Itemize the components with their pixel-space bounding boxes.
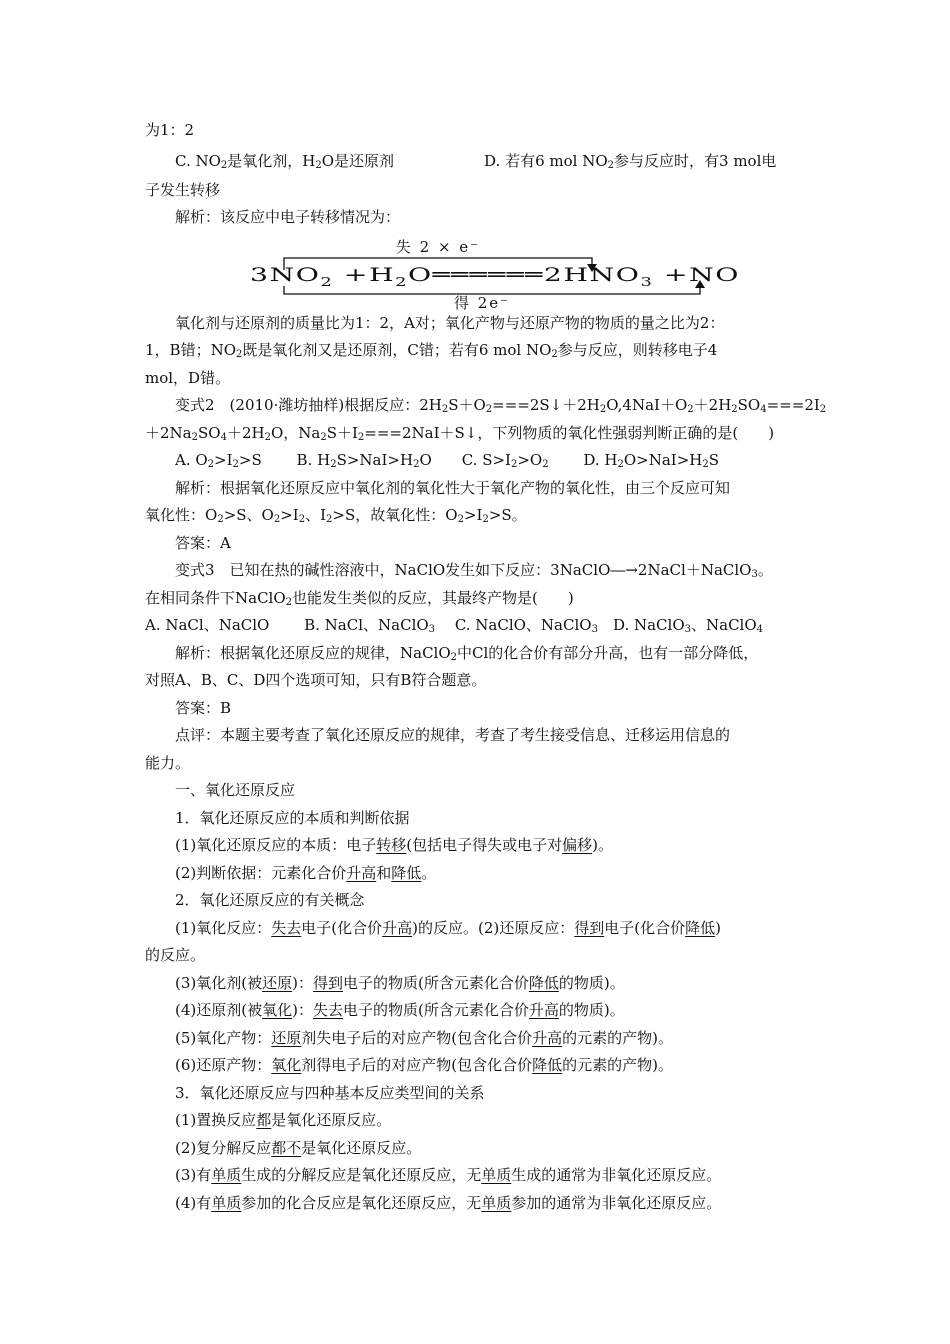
text-segment: (包括电子得失或电子对 [406,836,563,854]
text-segment: C. NaClO、NaClO [435,616,592,634]
text-segment: SO [737,396,761,414]
text-segment: (1)氧化反应： [175,919,272,937]
subscript: 2 [819,404,827,415]
subsection-heading [175,808,810,828]
underlined-term: 单质 [481,1194,512,1212]
underlined-term: 都 [256,1111,272,1129]
equation-term: 2HNO [543,264,609,286]
underlined-term: 偏移 [562,836,593,854]
underlined-term: 氧化 [262,1001,293,1019]
text-line [175,560,810,580]
equation-term: O [408,264,425,286]
text-line [175,207,810,227]
text-segment: 电子(化合价 [301,919,383,937]
subscript: 2 [450,652,458,663]
text-line [145,505,810,525]
text-segment: ===2S↓＋2H [492,396,600,414]
text-line [175,973,810,993]
text-segment: O,4NaI＋O [606,396,688,414]
text-segment: O，Na [270,424,321,442]
text-line [175,863,810,883]
text-segment: )： [292,974,313,992]
subscript: 2 [731,404,738,415]
text-segment: D. H [548,451,618,469]
text-segment: 、NaClO [691,616,757,634]
text-segment: S [708,451,720,469]
subscript: 2 [207,459,215,470]
text-segment: >S，故氧化性：O [332,506,458,524]
equation-diagram [240,232,750,310]
subscript: 2 [315,160,322,171]
subscript: 2 [441,404,449,415]
text-segment: O C. S>I [419,451,511,469]
text-segment: 是氧化还原反应。 [271,1111,392,1129]
electron-transfer-equation [240,232,750,310]
text-line [175,918,810,938]
text-segment: )。 [592,836,613,854]
text-segment: 参加的通常为非氧化还原反应。 [511,1194,722,1212]
text-segment: >S、O [223,506,274,524]
equation-subscript: 2 [320,275,330,289]
text-segment: 生成的分解反应是氧化还原反应，无 [241,1166,482,1184]
text-segment: >I [280,506,299,524]
text-line [175,698,810,718]
subsection-heading [175,1083,810,1103]
subscript: 2 [510,459,518,470]
underlined-term: 降低 [528,974,559,992]
underlined-term: 氧化 [271,1056,302,1074]
underlined-term: 还原 [262,974,293,992]
text-line [175,1028,810,1048]
text-line [175,725,810,745]
text-segment: 变式3 已知在热的碱性溶液中，NaClO发生如下反应：3NaClO―→2NaCl＋NaClO [175,561,752,579]
text-segment: (6)还原产物： [175,1056,272,1074]
text-segment: 电子的物质(所含元素化合价 [343,1001,529,1019]
text-segment: ===2NaI＋S↓，下列物质的氧化性强弱判断正确的是( ) [364,424,775,442]
underlined-term: 升高 [532,1029,563,1047]
underlined-term: 升高 [346,864,377,882]
subscript: 2 [357,432,365,443]
subscript: 2 [413,459,420,470]
text-segment: 是氧化还原反应。 [301,1139,422,1157]
text-segment: >S B. H [238,451,331,469]
text-segment: 电子的物质(所含元素化合价 [343,974,529,992]
text-segment: ＋2H [226,424,265,442]
subscript: 2 [217,514,224,525]
text-segment: D. NaClO [597,616,685,634]
text-segment: 参与反应，则转移电子4 [557,341,718,359]
text-segment: C. NO [175,152,221,170]
text-segment: O>NaI>H [623,451,703,469]
underlined-term: 得到 [312,974,343,992]
text-line [175,313,810,333]
text-segment: A. O [175,451,208,469]
equation-text [250,264,740,289]
equation-term: +H [333,264,375,286]
subscript: 2 [191,432,198,443]
underlined-term: 升高 [528,1001,559,1019]
text-segment: ===2I [766,396,820,414]
text-segment: 的物质)。 [558,974,625,992]
text-segment: 既是氧化剂又是还原剂，C错；若有6 mol NO [242,341,552,359]
text-line [145,180,810,200]
subscript: 3 [591,624,598,635]
underlined-term: 降低 [532,1056,563,1074]
text-line [145,368,810,388]
subscript: 2 [220,160,228,171]
text-segment: >I [463,506,483,524]
underlined-term: 降低 [685,919,716,937]
text-segment: 也能发生类似的反应，其最终产物是( ) [292,589,574,607]
text-segment: )： [292,1001,313,1019]
text-segment: (4)还原剂(被 [175,1001,263,1019]
subscript: 2 [542,459,549,470]
subscript: 2 [298,514,306,525]
text-segment: 一、氧化还原反应 [175,781,296,799]
text-segment: 为1：2 [145,121,195,139]
subscript: 2 [236,349,243,360]
equation-subscript: 3 [640,275,650,289]
text-segment: 答案：A [175,534,231,552]
text-line [175,1138,810,1158]
subscript: 4 [756,624,764,635]
subsection-heading [175,890,810,910]
equation-term: 3NO [250,264,298,286]
text-line [145,670,810,690]
text-line [175,1165,810,1185]
text-segment: 1，B错；NO [145,341,236,359]
underlined-term: 单质 [211,1166,242,1184]
text-segment: (1)氧化还原反应的本质：电子 [175,836,377,854]
text-segment: (5)氧化产物： [175,1029,272,1047]
text-segment: S＋O [448,396,486,414]
subscript: 2 [551,349,558,360]
text-line [145,423,810,443]
text-segment: SO [198,424,221,442]
text-segment: 的元素的产物)。 [562,1056,673,1074]
text-segment: 。 [757,561,773,579]
text-segment: A. NaCl、NaClO B. NaCl、NaClO [145,616,429,634]
text-line [175,835,810,855]
text-segment: 变式2 (2010·潍坊抽样)根据反应：2H [175,396,442,414]
text-segment: 的反应。 [145,946,206,964]
text-line [175,1110,810,1130]
subscript: 2 [326,514,333,525]
subscript: 2 [485,404,493,415]
text-segment: mol，D错。 [145,369,231,387]
underlined-term: 都不 [271,1139,302,1157]
subscript: 3 [751,569,758,580]
text-segment: 子发生转移 [145,181,221,199]
subscript: 3 [428,624,436,635]
text-segment: 剂得电子后的对应产物(包含化合价 [301,1056,533,1074]
underlined-term: 得到 [574,919,605,937]
text-line [175,1193,810,1213]
text-segment: 氧化剂与还原剂的质量比为1：2，A对；氧化产物与还原产物的物质的量之比为2： [175,314,725,332]
text-segment: 是氧化剂，H [227,152,316,170]
subscript: 2 [320,432,327,443]
text-segment: 解析：根据氧化还原反应中氧化剂的氧化性大于氧化产物的氧化性，由三个反应可知 [175,479,731,497]
subscript: 2 [232,459,239,470]
text-line [175,151,810,171]
text-segment: 和 [376,864,392,882]
text-line [145,588,810,608]
text-segment: (3)有 [175,1166,212,1184]
text-segment: 能力。 [145,754,191,772]
text-segment: 剂失电子后的对应产物(包含化合价 [301,1029,533,1047]
text-segment: ) [715,919,721,937]
text-segment: (3)氧化剂(被 [175,974,263,992]
equation-term: ══════ [432,264,508,286]
text-line [175,450,810,470]
text-line [145,120,810,140]
subscript: 2 [617,459,624,470]
text-line [145,615,810,635]
text-segment: 中Cl的化合价有部分升高，也有一部分降低， [457,644,759,662]
subscript: 2 [273,514,281,525]
text-line [175,478,810,498]
subscript: 2 [457,514,464,525]
text-segment: >S。 [488,506,527,524]
text-line [145,753,810,773]
text-segment: 解析：根据氧化还原反应的规律，NaClO [175,644,451,662]
text-segment: 的元素的产物)。 [562,1029,673,1047]
subscript: 2 [330,459,337,470]
text-segment: (2)复分解反应 [175,1139,272,1157]
text-segment: 参加的化合反应是氧化还原反应，无 [241,1194,482,1212]
text-segment: S>NaI>H [336,451,414,469]
text-segment: >I [214,451,233,469]
text-segment: 点评：本题主要考查了氧化还原反应的规律，考查了考生接受信息、迁移运用信息的 [175,726,731,744]
text-line [145,945,810,965]
text-line [175,395,827,415]
subscript: 2 [607,160,615,171]
text-segment: 参与反应时，有3 mol电 [614,152,777,170]
subscript: 2 [285,597,293,608]
subscript: 4 [760,404,767,415]
underlined-term: 单质 [211,1194,242,1212]
gain-label: 得 2e⁻ [453,294,511,310]
section-heading [175,780,810,800]
text-segment: 2．氧化还原反应的有关概念 [175,891,365,909]
text-segment: 1．氧化还原反应的本质和判断依据 [175,809,410,827]
text-segment: 、I [305,506,327,524]
text-segment: 3．氧化还原反应与四种基本反应类型间的关系 [175,1084,485,1102]
text-segment: 在相同条件下NaClO [145,589,286,607]
text-segment: ＋2Na [145,424,192,442]
text-segment: )的反应。(2)还原反应： [412,919,575,937]
text-segment: 。 [421,864,437,882]
subscript: 2 [599,404,607,415]
text-segment: 的物质)。 [558,1001,625,1019]
text-segment: (2)判断依据：元素化合价 [175,864,347,882]
text-segment: 对照A、B、C、D四个选项可知，只有B符合题意。 [145,671,487,689]
subscript: 2 [702,459,709,470]
underlined-term: 失去 [271,919,302,937]
text-segment: S＋I [326,424,358,442]
underlined-term: 升高 [382,919,413,937]
underlined-term: 失去 [312,1001,343,1019]
text-segment: 氧化性：O [145,506,218,524]
underlined-term: 转移 [376,836,407,854]
text-line [175,533,810,553]
text-segment: 生成的通常为非氧化还原反应。 [511,1166,722,1184]
text-segment: (4)有 [175,1194,212,1212]
text-segment: >O [517,451,543,469]
text-segment: (1)置换反应 [175,1111,257,1129]
text-line [145,340,810,360]
equation-term: +NO [653,264,712,286]
text-segment: 电子(化合价 [604,919,686,937]
text-segment: O是还原剂 D. 若有6 mol NO [321,152,608,170]
subscript: 4 [220,432,227,443]
subscript: 2 [687,404,694,415]
subscript: 2 [264,432,271,443]
text-segment: 解析：该反应中电子转移情况为： [175,208,401,226]
text-line [175,1000,810,1020]
text-line [175,643,810,663]
text-segment: ＋2H [693,396,732,414]
subscript: 2 [482,514,489,525]
equation-subscript: 2 [395,275,404,289]
underlined-term: 单质 [481,1166,512,1184]
underlined-term: 还原 [271,1029,302,1047]
loss-label: 失 2 × e⁻ [395,238,481,256]
text-line [175,1055,810,1075]
text-segment: 答案：B [175,699,232,717]
subscript: 3 [684,624,691,635]
underlined-term: 降低 [391,864,422,882]
